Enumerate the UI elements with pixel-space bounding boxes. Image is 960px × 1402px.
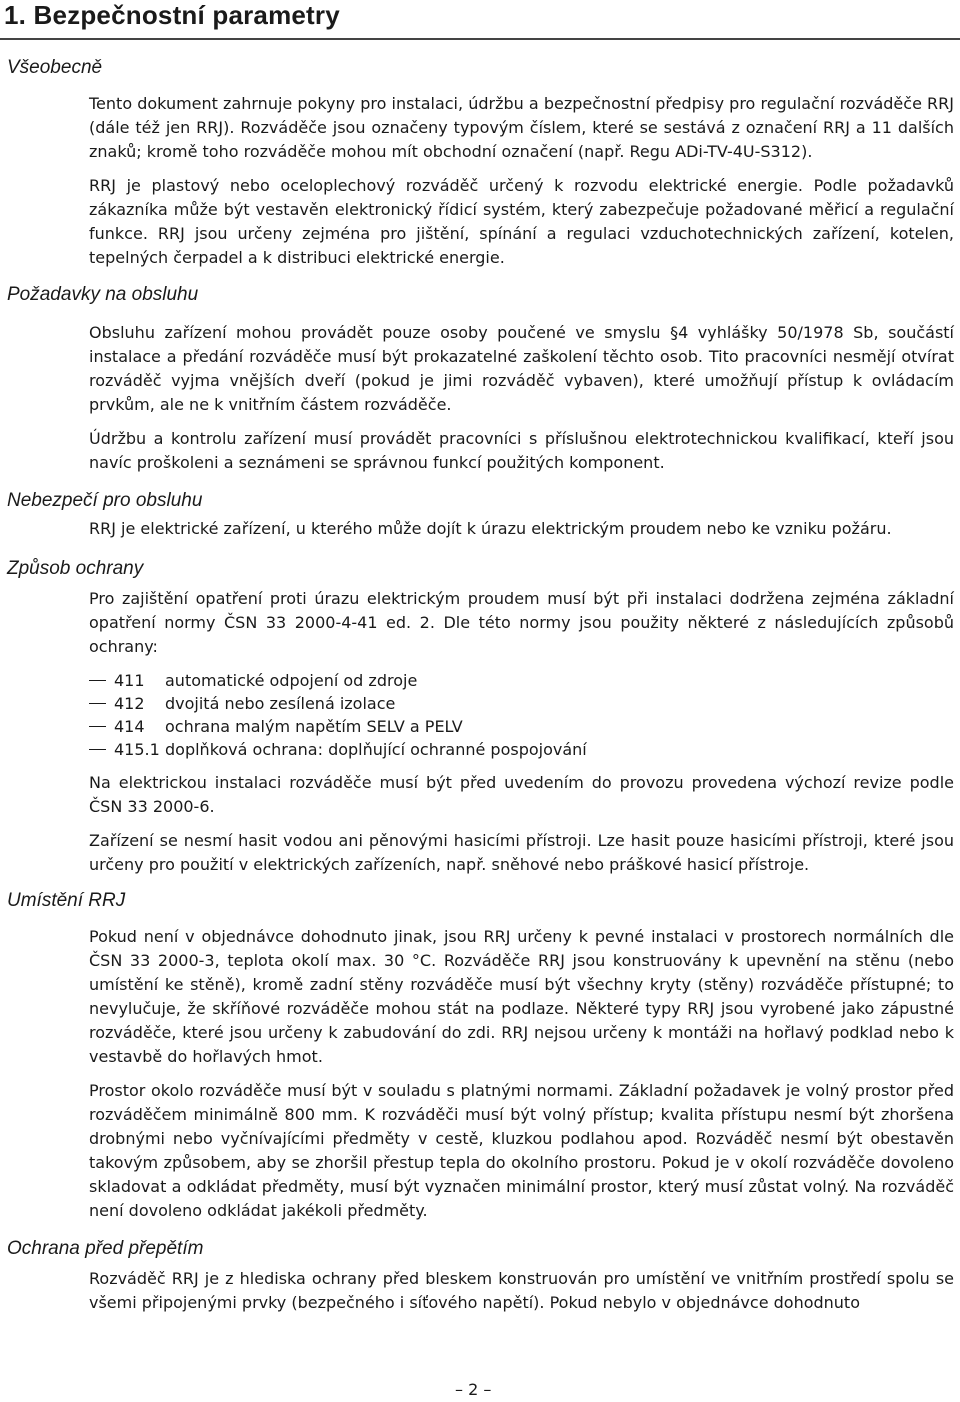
paragraph: Rozváděč RRJ je z hlediska ochrany před bleskem konstruován pro umístění ve vnitřním prostředí spolu se všemi připojenými prvky (bezpečného i síťového napětí). Pokud nebylo v objednávce dohodnuto: [89, 1269, 954, 1312]
list-item: [89, 715, 954, 738]
paragraph: RRJ je elektrické zařízení, u kterého může dojít k úrazu elektrickým proudem nebo ke vzniku požáru.: [89, 519, 892, 538]
dash-bullet: [89, 703, 106, 704]
dash-bullet: [89, 749, 106, 750]
section-body-operator-hazard: [89, 517, 954, 541]
list-item-code: 414: [114, 717, 145, 736]
section-body-operator-requirements: [89, 321, 954, 475]
list-item-text: automatické odpojení od zdroje: [165, 671, 418, 690]
list-item: [89, 692, 954, 715]
section-operator-requirements: [0, 283, 960, 475]
paragraph: Údržbu a kontrolu zařízení musí provádět pracovníci s příslušnou elektrotechnickou kvalifikací, kteří jsou navíc proškoleni a seznámeni se správnou funkcí použitých komponent.: [89, 429, 954, 472]
dash-bullet: [89, 680, 106, 681]
section-protection-method: [0, 557, 960, 877]
section-general: [0, 56, 960, 270]
page-number: – 2 –: [455, 1380, 492, 1399]
paragraph: Pokud není v objednávce dohodnuto jinak, jsou RRJ určeny k pevné instalaci v prostorech normálních dle ČSN 33 2000-3, teplota okolí max. 30 °C. Rozváděče RRJ jsou konstruovány k upevnění na stěnu (nebo umístění ke stěně), kromě zadní stěny rozváděče musí být všechny kryty (stěny) rozváděče přístupné; to nevylučuje, že skříňové rozváděče mohou stát na podlaze. Některé typy RRJ jsou vyrobené jako zápustné rozváděče, které jsou určeny k zabudování do zdi. RRJ nejsou určeny k montáži na hořlavý podklad nebo k vestavbě do hořlavých hmot.: [89, 927, 954, 1066]
section-heading-placement: Umístění RRJ: [7, 890, 126, 911]
section-heading-general: Všeobecně: [7, 57, 103, 78]
section-heading-surge-protection: Ochrana před přepětím: [7, 1238, 204, 1259]
paragraph: Prostor okolo rozváděče musí být v souladu s platnými normami. Základní požadavek je volný prostor před rozváděčem minimálně 800 mm. K rozváděči musí být volný přístup; kvalita přístupu nesmí být zhoršena drobnými nebo vyčnívajícími předměty v cestě, kluzkou podlahou apod. Rozváděč nesmí být obestavěn takovým způsobem, aby se zhoršil přestup tepla do okolního prostoru. Pokud je v okolí rozváděče dovoleno skladovat a odkládat předměty, musí být vyznačen minimální prostor, který musí zůstat volný. Na rozváděč není dovoleno odkládat jakékoli předměty.: [89, 1081, 954, 1220]
document-title: 1. Bezpečnostní parametry: [4, 0, 340, 30]
list-item-code: 412: [114, 694, 145, 713]
paragraph: Pro zajištění opatření proti úrazu elektrickým proudem musí být při instalaci dodržena zejména základní opatření normy ČSN 33 2000-4-41 ed. 2. Dle této normy jsou použity některé z následujících způsobů ochrany:: [89, 589, 954, 656]
paragraph: Na elektrickou instalaci rozváděče musí být před uvedením do provozu provedena výchozí revize podle ČSN 33 2000-6.: [89, 773, 954, 816]
document-body: [0, 56, 960, 1315]
section-operator-hazard: [0, 489, 960, 541]
list-item: [89, 669, 954, 692]
list-item-code: 415.1: [114, 740, 160, 759]
list-item-text: ochrana malým napětím SELV a PELV: [165, 717, 463, 736]
section-body-placement: [89, 925, 954, 1223]
section-body-protection-method: [89, 587, 954, 877]
paragraph: Tento dokument zahrnuje pokyny pro instalaci, údržbu a bezpečnostní předpisy pro regulační rozváděče RRJ (dále též jen RRJ). Rozváděče jsou označeny typovým číslem, které se sestává z označení RRJ a 11 dalších znaků; kromě toho rozváděče mohou mít obchodní označení (např. Regu ADi-TV-4U-S312).: [89, 94, 954, 161]
section-heading-operator-hazard: Nebezpečí pro obsluhu: [7, 490, 203, 511]
dash-bullet: [89, 726, 106, 727]
section-body-surge-protection: [89, 1267, 954, 1315]
list-item-text: dvojitá nebo zesílená izolace: [165, 694, 396, 713]
list-item-text: doplňková ochrana: doplňující ochranné pospojování: [165, 740, 587, 759]
paragraph: Obsluhu zařízení mohou provádět pouze osoby poučené ve smyslu §4 vyhlášky 50/1978 Sb, součástí instalace a předání rozváděče musí být prokazatelné zaškolení těchto osob. Tito pracovníci nesmějí otvírat rozváděč vyjma vnějších dveří (pokud je jimi rozváděč vybaven), které umožňují přístup k ovládacím prvkům, ale ne k vnitřním částem rozváděče.: [89, 323, 954, 414]
section-surge-protection: [0, 1237, 960, 1315]
title-underline: [0, 38, 960, 40]
section-heading-operator-requirements: Požadavky na obsluhu: [7, 284, 199, 305]
protection-list: [89, 669, 954, 761]
paragraph: RRJ je plastový nebo oceloplechový rozváděč určený k rozvodu elektrické energie. Podle požadavků zákazníka může být vestavěn elektronický řídicí systém, který zabezpečuje požadované měřicí a regulační funkce. RRJ jsou určeny zejména pro jištění, spínání a regulaci vzduchotechnických zařízení, kotelen, tepelných čerpadel a k distribuci elektrické energie.: [89, 176, 954, 267]
section-placement: [0, 889, 960, 1223]
list-item: [89, 738, 954, 761]
paragraph: Zařízení se nesmí hasit vodou ani pěnovými hasicími přístroji. Lze hasit pouze hasicími přístroji, které jsou určeny pro použití v elektrických zařízeních, např. sněhové nebo práškové hasicí přístroje.: [89, 831, 954, 874]
section-body-general: [89, 92, 954, 270]
list-item-code: 411: [114, 671, 145, 690]
section-heading-protection-method: Způsob ochrany: [7, 558, 144, 579]
